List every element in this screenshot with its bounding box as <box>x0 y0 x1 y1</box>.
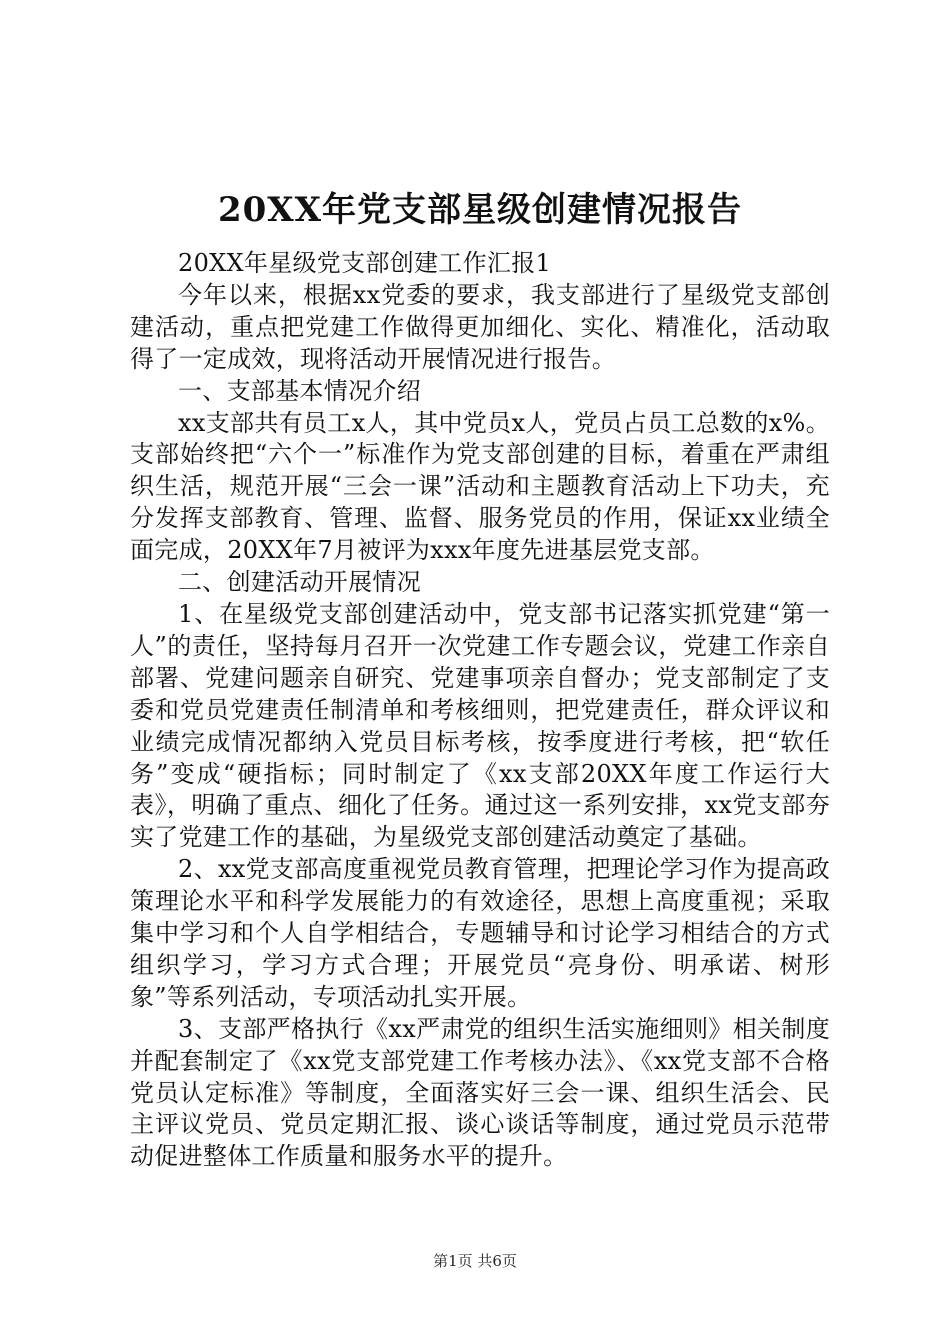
document-body <box>130 180 830 1173</box>
paragraph-heading: 20XX年星级党支部创建工作汇报1 <box>178 249 552 277</box>
paragraph: 3、支部严格执行《xx严肃党的组织生活实施细则》相关制度并配套制定了《xx党支部党建工作考核办法》、《xx党支部不合格党员认定标准》等制度，全面落实好三会一课、组织生活会、民主评议党员、党员定期汇报、谈心谈话等制度，通过党员示范带动促进整体工作质量和服务水平的提升。 <box>130 1014 830 1171</box>
section-heading: 一、支部基本情况介绍 <box>178 376 421 405</box>
paragraph: 1、在星级党支部创建活动中，党支部书记落实抓党建“第一人”的责任，坚持每月召开一次党建工作专题会议，党建工作亲自部署、党建问题亲自研究、党建事项亲自督办；党支部制定了支委和党员党建责任制清单和考核细则，把党建责任，群众评议和业绩完成情况都纳入党员目标考核，按季度进行考核，把“软任务”变成“硬指标；同时制定了《xx支部20XX年度工作运行大表》，明确了重点、细化了任务。通过这一系列安排，xx党支部夯实了党建工作的基础，为星级党支部创建活动奠定了基础。 <box>130 599 830 852</box>
paragraph: 2、xx党支部高度重视党员教育管理，把理论学习作为提高政策理论水平和科学发展能力的有效途径，思想上高度重视；采取集中学习和个人自学相结合，专题辅导和讨论学习相结合的方式组织学习，学习方式合理；开展党员“亮身份、明承诺、树形象”等系列活动，专项活动扎实开展。 <box>130 855 830 1011</box>
document-title: 20XX年党支部星级创建情况报告 <box>217 190 743 230</box>
paragraph: xx支部共有员工x人，其中党员x人，党员占员工总数的x%。支部始终把“六个一”标准作为党支部创建的目标，着重在严肃组织生活，规范开展“三会一课”活动和主题教育活动上下功夫，充分发挥支部教育、管理、监督、服务党员的作用，保证xx业绩全面完成，20XX年7月被评为xxx年度先进基层党支部。 <box>130 408 830 565</box>
section-heading: 二、创建活动开展情况 <box>178 568 421 597</box>
page-footer: 第1页 共6页 <box>433 1252 517 1270</box>
paragraph: 今年以来，根据xx党委的要求，我支部进行了星级党支部创建活动，重点把党建工作做得更加细化、实化、精准化，活动取得了一定成效，现将活动开展情况进行报告。 <box>130 280 830 373</box>
